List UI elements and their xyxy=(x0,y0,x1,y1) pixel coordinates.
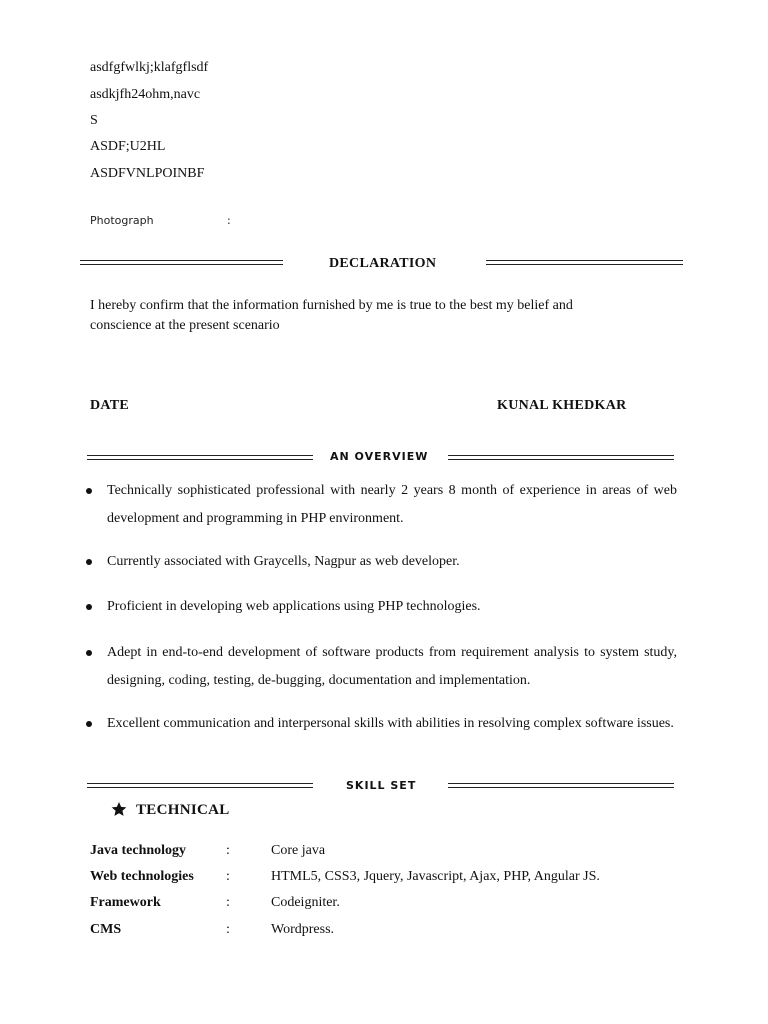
skill-label: Framework xyxy=(90,895,161,910)
skill-colon: : xyxy=(226,843,230,858)
overview-bullet: Currently associated with Graycells, Nagpur as web developer. xyxy=(107,554,460,569)
section-rule-right xyxy=(448,455,674,460)
bullet-icon xyxy=(86,559,92,565)
skill-label: Java technology xyxy=(90,843,187,858)
skill-label: CMS xyxy=(90,922,122,937)
skill-value: Core java xyxy=(271,843,326,858)
skill-colon: : xyxy=(226,922,230,937)
section-rule-right xyxy=(486,260,683,265)
overview-bullet: Adept in end-to-end development of software products from requirement analysis to system study, designing, coding, testing, de-bugging, documentation and implementation. xyxy=(107,645,677,688)
date-label: DATE xyxy=(90,398,130,413)
bullet-icon xyxy=(86,650,92,656)
skill-value: HTML5, CSS3, Jquery, Javascript, Ajax, PHP, Angular JS. xyxy=(271,869,600,884)
bullet-icon xyxy=(86,604,92,610)
overview-bullet: Proficient in developing web applications using PHP technologies. xyxy=(107,599,481,614)
header-line: ASDF;U2HL xyxy=(90,139,166,154)
header-line: asdfgfwlkj;klafgflsdf xyxy=(90,60,209,75)
section-rule-left xyxy=(87,783,313,788)
photograph-label: Photograph xyxy=(90,214,154,227)
skill-colon: : xyxy=(226,895,230,910)
photograph-colon: : xyxy=(227,214,231,227)
overview-heading: AN OVERVIEW xyxy=(330,450,429,463)
skill-value: Wordpress. xyxy=(271,922,335,937)
overview-bullet: Technically sophisticated professional with nearly 2 years 8 month of experience in areas of web development and programming in PHP environment. xyxy=(107,483,677,526)
declaration-heading: DECLARATION xyxy=(329,256,437,271)
skill-label: Web technologies xyxy=(90,869,194,884)
skillset-heading: SKILL SET xyxy=(346,779,417,792)
technical-subheading: TECHNICAL xyxy=(136,802,230,818)
section-rule-left xyxy=(80,260,283,265)
declaration-text: I hereby confirm that the information furnished by me is true to the best my belief and conscience at the present scenario xyxy=(90,298,573,333)
skill-value: Codeigniter. xyxy=(271,895,340,910)
section-rule-left xyxy=(87,455,313,460)
header-line: S xyxy=(90,113,98,128)
overview-bullet: Excellent communication and interpersonal skills with abilities in resolving complex software issues. xyxy=(107,716,674,731)
signatory-name: KUNAL KHEDKAR xyxy=(497,398,627,413)
skill-colon: : xyxy=(226,869,230,884)
bullet-icon xyxy=(86,721,92,727)
section-rule-right xyxy=(448,783,674,788)
header-line: ASDFVNLPOINBF xyxy=(90,166,205,181)
bullet-icon xyxy=(86,488,92,494)
header-line: asdkjfh24ohm,navc xyxy=(90,87,201,102)
star-icon xyxy=(111,801,127,817)
